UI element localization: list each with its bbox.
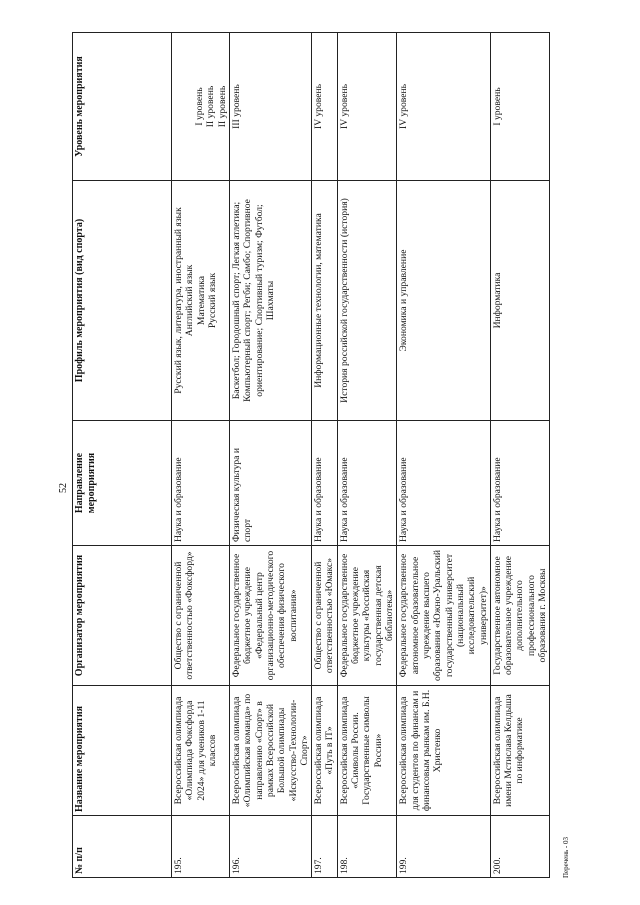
- profile-line: Математика: [195, 275, 207, 326]
- event-direction: Наука и образование: [397, 421, 491, 546]
- event-direction: Физическая культура и спорт: [229, 421, 311, 546]
- row-number: 195.: [172, 816, 230, 878]
- profile-line: Английский язык: [184, 264, 196, 337]
- profile-line: Русский язык, литература, иностранный язык: [173, 207, 184, 394]
- table-row: [397, 33, 491, 878]
- row-number: 199.: [397, 816, 491, 878]
- level-line: II уровень: [216, 85, 228, 128]
- events-table: [72, 32, 550, 878]
- header-level: Уровень мероприятия: [73, 33, 172, 181]
- event-level: [312, 33, 338, 181]
- event-profile: [229, 181, 311, 421]
- row-number: 196.: [229, 816, 311, 878]
- table-header-row: [73, 33, 172, 878]
- row-number: 198.: [337, 816, 397, 878]
- event-level: [490, 33, 550, 181]
- row-number: 197.: [312, 816, 338, 878]
- event-organizer: Федеральное государственное бюджетное учреждение «Федеральный центр организационно-методического обеспечения физического воспитания»: [229, 546, 311, 686]
- table-row: [490, 33, 550, 878]
- header-num: № п/п: [73, 816, 172, 878]
- level-line: III уровень: [230, 84, 242, 129]
- level-line: IV уровень: [313, 84, 325, 129]
- profile-line: Русский язык: [206, 272, 218, 329]
- profile-line: История российской государственности (история): [338, 198, 350, 403]
- event-level: [229, 33, 311, 181]
- profile-line: Экономика и управление: [398, 249, 410, 352]
- header-direction: Направление мероприятия: [73, 421, 172, 546]
- event-direction: Наука и образование: [312, 421, 338, 546]
- event-level: [337, 33, 397, 181]
- event-name: Всероссийская олимпиада «Олимпийская команда» по направлению «Спорт» в рамках Всероссийской Большой олимпиады «Искусство-Технологии-Спорт»: [229, 686, 311, 816]
- event-name: Всероссийская олимпиада для студентов по финансам и финансовым рынкам им. Б.Н. Христенко: [397, 686, 491, 816]
- level-line: IV уровень: [398, 84, 410, 129]
- event-level: [397, 33, 491, 181]
- header-profile: Профиль мероприятия (вид спорта): [73, 181, 172, 421]
- event-profile: [490, 181, 550, 421]
- event-organizer: Общество с ограниченной ответственностью «Юмакс»: [312, 546, 338, 686]
- event-name: Всероссийская олимпиада «Олимпиада Фоксфорда 2024» для учеников 1-11 классов: [172, 686, 230, 816]
- event-direction: Наука и образование: [337, 421, 397, 546]
- event-organizer: Федеральное государственное бюджетное учреждение культуры «Российская государственная детская библиотека»: [337, 546, 397, 686]
- table-row: [337, 33, 397, 878]
- table-row: [312, 33, 338, 878]
- header-name: Название мероприятия: [73, 686, 172, 816]
- event-profile: [337, 181, 397, 421]
- event-direction: Наука и образование: [172, 421, 230, 546]
- event-profile: [172, 181, 230, 421]
- header-organizer: Организатор мероприятия: [73, 546, 172, 686]
- event-direction: Наука и образование: [490, 421, 550, 546]
- rotated-sheet: [52, 33, 582, 878]
- level-line: I уровень: [194, 87, 205, 126]
- event-level: [172, 33, 230, 181]
- table-row: [172, 33, 230, 878]
- event-name: Всероссийская олимпиада имени Мстислава Келдыша по информатике: [490, 686, 550, 816]
- event-name: Всероссийская олимпиада «Путь в IT»: [312, 686, 338, 816]
- profile-line: Информатика: [491, 272, 503, 329]
- level-line: IV уровень: [338, 84, 350, 129]
- event-organizer: Государственное автономное образовательное учреждение дополнительного профессионального образования г. Москвы: [490, 546, 550, 686]
- row-number: 200.: [490, 816, 550, 878]
- event-organizer: Федеральное государственное автономное образовательное учреждение высшего образования «Южно-Уральский государственный университет (национальный исследовательский университет)»: [397, 546, 491, 686]
- page-number: 52: [58, 483, 69, 493]
- profile-line: Информационные технологии, математика: [313, 213, 325, 388]
- table-body: [172, 33, 550, 878]
- table-row: [229, 33, 311, 878]
- level-line: I уровень: [491, 87, 503, 126]
- level-line: II уровень: [205, 85, 217, 128]
- event-name: Всероссийская олимпиада «Символы России. Государственные символы России»: [337, 686, 397, 816]
- document-code: Перечень - 03: [562, 837, 570, 878]
- event-organizer: Общество с ограниченной ответственностью «Фоксфорд»: [172, 546, 230, 686]
- event-profile: [312, 181, 338, 421]
- event-profile: [397, 181, 491, 421]
- profile-line: Баскетбол; Городошный спорт; Легкая атлетика; Компьютерный спорт; Регби; Самбо; Спортивное ориентирование; Спортивный туризм; Футбол; Шахматы: [230, 199, 276, 402]
